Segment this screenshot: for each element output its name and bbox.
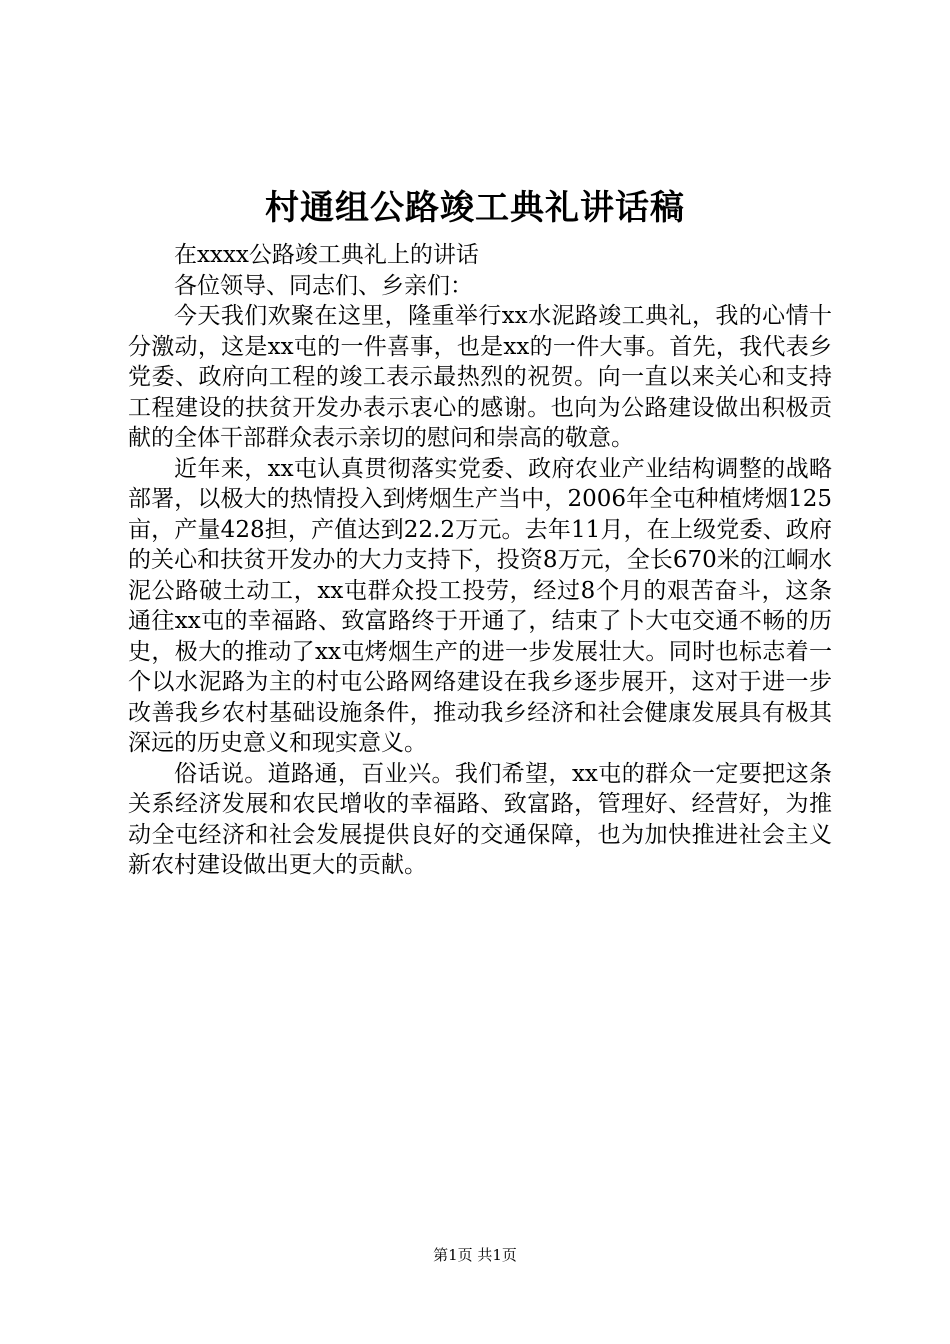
paragraph-closing: 俗话说。道路通，百业兴。我们希望，xx屯的群众一定要把这条关系经济发展和农民增收的幸福路、致富路，管理好、经营好，为推动全屯经济和社会发展提供良好的交通保障，也为加快推进社会主义新农村建设做出更大的贡献。 — [128, 760, 832, 878]
document-title: 村通组公路竣工典礼讲话稿 — [265, 188, 685, 228]
speech-subtitle: 在xxxx公路竣工典礼上的讲话 — [174, 242, 479, 268]
paragraph-background: 近年来，xx屯认真贯彻落实党委、政府农业产业结构调整的战略部署，以极大的热情投入到烤烟生产当中，2006年全屯种植烤烟125亩，产量428担，产值达到22.2万元。去年11月，在上级党委、政府的关心和扶贫开发办的大力支持下，投资8万元，全长670米的江峒水泥公路破土动工，xx屯群众投工投劳，经过8个月的艰苦奋斗，这条通往xx屯的幸福路、致富路终于开通了，结束了卜大屯交通不畅的历史，极大的推动了xx屯烤烟生产的进一步发展壮大。同时也标志着一个以水泥路为主的村屯公路网络建设在我乡逐步展开，这对于进一步改善我乡农村基础设施条件，推动我乡经济和社会健康发展具有极其深远的历史意义和现实意义。 — [128, 455, 832, 756]
document-body — [128, 240, 832, 881]
page-number-footer: 第1页 共1页 — [433, 1246, 517, 1264]
salutation: 各位领导、同志们、乡亲们： — [174, 272, 473, 299]
paragraph-opening: 今天我们欢聚在这里，隆重举行xx水泥路竣工典礼，我的心情十分激动，这是xx屯的一件喜事，也是xx的一件大事。首先，我代表乡党委、政府向工程的竣工表示最热烈的祝贺。向一直以来关心和支持工程建设的扶贫开发办表示衷心的感谢。也向为公路建设做出积极贡献的全体干部群众表示亲切的慰问和崇高的敬意。 — [128, 303, 832, 451]
